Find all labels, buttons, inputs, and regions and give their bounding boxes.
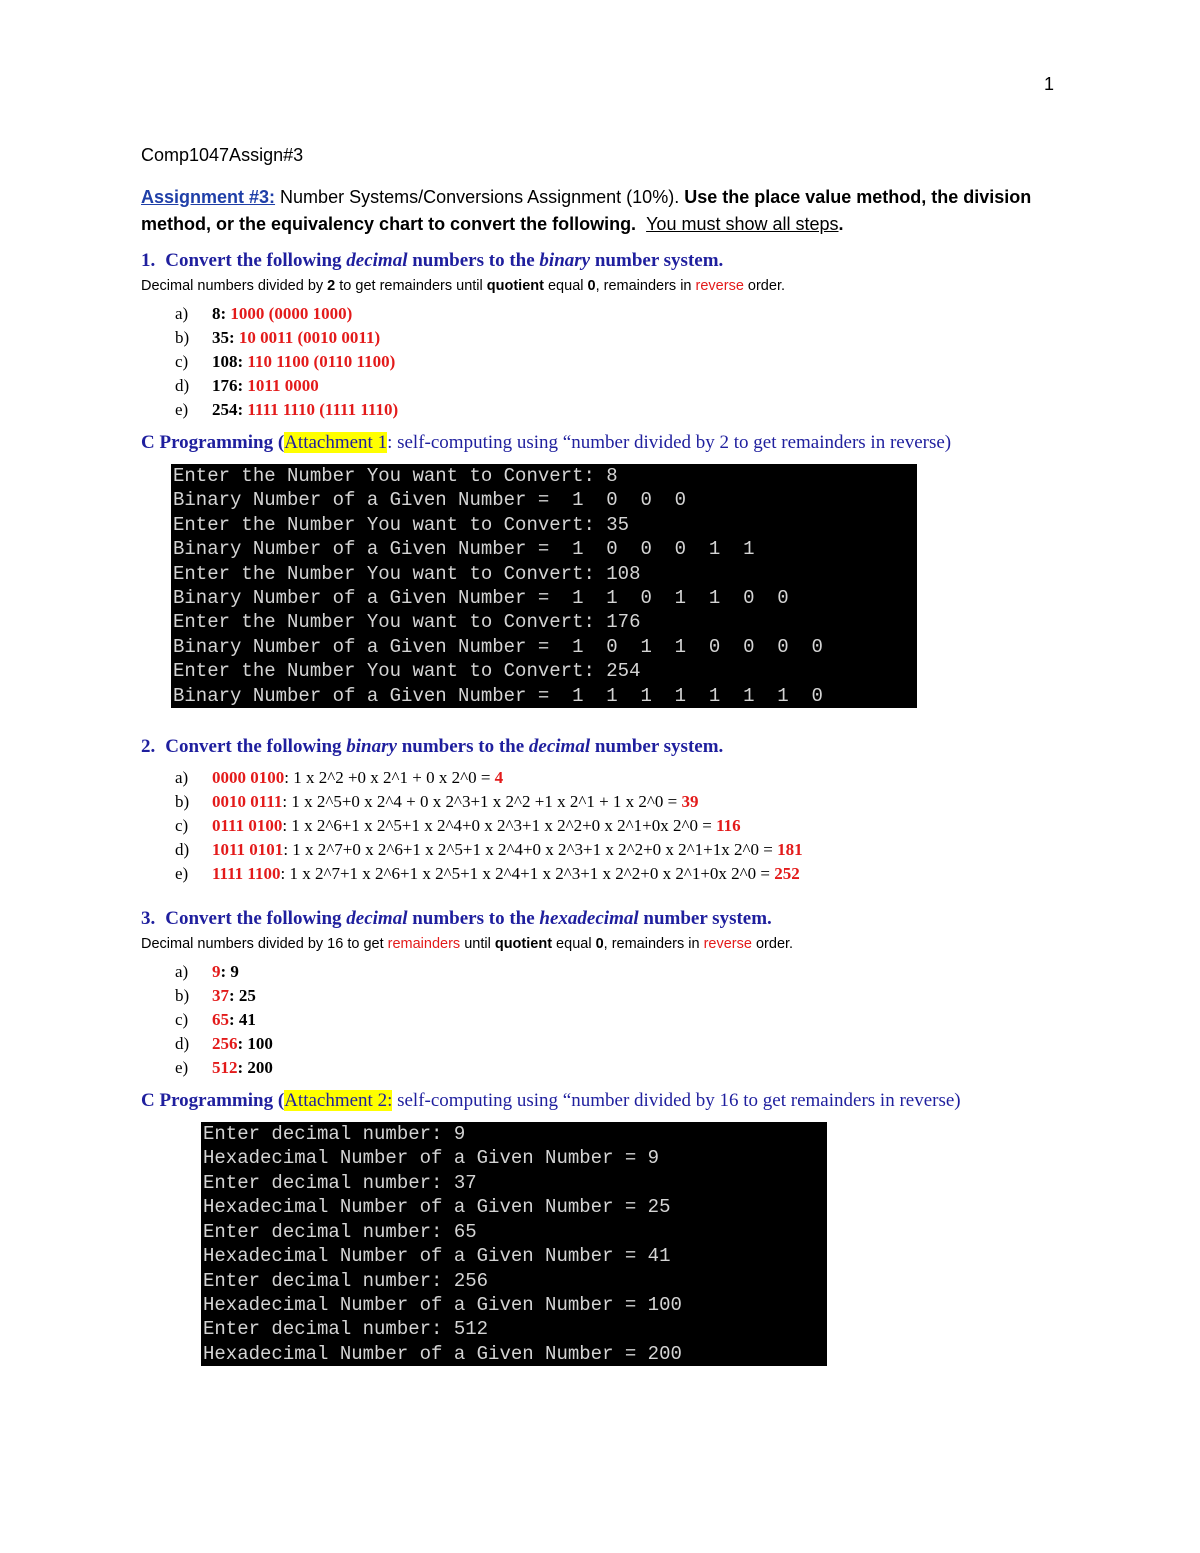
heading-emph: decimal <box>346 908 408 930</box>
console-line: Binary Number of a Given Number = 1 0 0 0 1 1 <box>173 538 755 561</box>
note-text: order. <box>743 278 785 294</box>
item-answer: : 200 <box>237 1058 273 1078</box>
prog-text: : self-computing using “number divided by 2 to get remainders in reverse) <box>387 432 952 453</box>
section-3-note <box>141 936 1041 952</box>
item-letter: b) <box>175 328 190 347</box>
heading-text: numbers to the <box>407 908 540 930</box>
item-value: 8: <box>212 304 227 323</box>
item-answer: 110 1100 (0110 1100) <box>247 352 396 371</box>
list-item <box>175 350 1041 374</box>
assignment-label: Assignment #3: <box>141 187 276 207</box>
item-result: 252 <box>774 864 800 884</box>
section-3-list <box>141 960 1041 1080</box>
prog-text: self-computing using “number divided by 16 to get remainders in reverse) <box>392 1090 961 1112</box>
item-result: 4 <box>494 768 504 788</box>
list-item <box>175 960 1041 984</box>
heading-text: numbers to the <box>407 250 540 271</box>
note-text: 0 <box>595 936 604 953</box>
item-value: 108: <box>212 352 244 371</box>
note-text: equal <box>543 278 588 294</box>
heading-text: Convert the following <box>165 736 347 758</box>
heading-emph: binary <box>346 736 397 758</box>
item-value: 176: <box>212 376 244 395</box>
item-value: 35: <box>212 328 235 347</box>
item-value: 256 <box>212 1034 238 1054</box>
list-item <box>175 1008 1041 1032</box>
list-item <box>175 1056 1041 1080</box>
list-item <box>175 374 1041 398</box>
item-letter: a) <box>175 304 189 323</box>
item-letter: d) <box>175 376 190 395</box>
item-letter: a) <box>175 768 189 788</box>
console-line: Hexadecimal Number of a Given Number = 41 <box>203 1245 671 1268</box>
section-number: 3. <box>141 908 156 930</box>
section-2-list <box>141 766 1041 886</box>
heading-emph: hexadecimal <box>539 908 639 930</box>
heading-text: numbers to the <box>396 736 529 758</box>
section-number: 2. <box>141 736 156 758</box>
item-result: 116 <box>716 816 741 836</box>
item-letter: b) <box>175 986 190 1006</box>
item-letter: c) <box>175 352 189 371</box>
item-letter: b) <box>175 792 190 812</box>
assignment-intro <box>141 184 1041 238</box>
item-calc: : 1 x 2^7+1 x 2^6+1 x 2^5+1 x 2^4+1 x 2^3+1 x 2^2+0 x 2^1+0x 2^0 = <box>280 864 775 884</box>
list-item <box>175 302 1041 326</box>
note-text: remainders <box>387 936 461 953</box>
item-answer: 1111 1110 (1111 1110) <box>247 400 399 419</box>
heading-emph: binary <box>539 250 591 271</box>
item-value: 512 <box>212 1058 238 1078</box>
prog-label: C Programming ( <box>141 432 285 453</box>
item-letter: d) <box>175 1034 190 1054</box>
console-line: Enter the Number You want to Convert: 35 <box>173 513 630 536</box>
item-letter: a) <box>175 962 189 982</box>
list-item <box>175 814 1041 838</box>
item-result: 181 <box>777 840 803 860</box>
console-line: Hexadecimal Number of a Given Number = 9 <box>203 1147 660 1170</box>
item-letter: c) <box>175 816 189 836</box>
note-text: quotient <box>494 936 553 953</box>
console-line: Binary Number of a Given Number = 1 1 0 1 1 0 0 <box>173 587 789 610</box>
item-value: 65 <box>212 1010 229 1030</box>
item-value: 0000 0100 <box>212 768 285 788</box>
item-calc: : 1 x 2^2 +0 x 2^1 + 0 x 2^0 = <box>284 768 495 788</box>
section-1-list <box>141 302 1041 422</box>
console-line: Binary Number of a Given Number = 1 1 1 1 1 1 1 0 <box>173 684 823 707</box>
item-value: 37 <box>212 986 229 1006</box>
item-value: 0111 0100 <box>212 816 283 836</box>
item-letter: e) <box>175 864 189 884</box>
list-item <box>175 984 1041 1008</box>
attachment-highlight: Attachment 2: <box>284 1090 393 1112</box>
heading-emph: decimal <box>528 736 591 758</box>
intro-instructions: Use the place value method, the division method, or the equivalency chart to convert the following. <box>141 187 1032 234</box>
heading-emph: decimal <box>346 250 408 271</box>
console-line: Binary Number of a Given Number = 1 0 0 0 <box>173 489 687 512</box>
programming-note-2 <box>141 1090 1041 1112</box>
note-text: Decimal numbers divided by <box>141 278 328 294</box>
intro-regular: Number Systems/Conversions Assignment (10%). <box>275 187 685 207</box>
console-line: Hexadecimal Number of a Given Number = 100 <box>203 1293 682 1316</box>
list-item <box>175 326 1041 350</box>
section-1-note <box>141 278 1041 294</box>
note-text: Decimal numbers divided by 16 to get <box>141 936 388 953</box>
console-line: Enter decimal number: 37 <box>203 1171 477 1194</box>
section-3-heading <box>141 908 1041 930</box>
item-answer: : 100 <box>237 1034 273 1054</box>
item-answer: : 25 <box>229 986 256 1006</box>
item-calc: : 1 x 2^5+0 x 2^4 + 0 x 2^3+1 x 2^2 +1 x 2^1 + 1 x 2^0 = <box>282 792 682 812</box>
heading-text: number system. <box>638 908 772 930</box>
item-answer: 1000 (0000 1000) <box>230 304 353 323</box>
console-line: Enter the Number You want to Convert: 254 <box>173 660 641 683</box>
console-output-binary <box>171 464 917 708</box>
item-value: 1111 1100 <box>212 864 281 884</box>
item-letter: d) <box>175 840 190 860</box>
heading-text: number system. <box>590 736 724 758</box>
heading-text: Convert the following <box>165 908 347 930</box>
item-result: 39 <box>681 792 699 812</box>
item-value: 1011 0101 <box>212 840 284 860</box>
console-line: Enter the Number You want to Convert: 8 <box>173 465 618 487</box>
note-text: reverse <box>695 278 744 294</box>
console-line: Binary Number of a Given Number = 1 0 1 1 0 0 0 0 <box>173 635 823 658</box>
list-item <box>175 838 1041 862</box>
section-2-heading <box>141 736 1041 758</box>
item-answer: : 41 <box>229 1010 256 1030</box>
note-text: , remainders in <box>603 936 704 953</box>
list-item <box>175 398 1041 422</box>
console-line: Hexadecimal Number of a Given Number = 200 <box>203 1342 682 1365</box>
console-line: Enter the Number You want to Convert: 176 <box>173 611 641 634</box>
item-answer: 10 0011 (0010 0011) <box>238 328 381 347</box>
item-value: 9 <box>212 962 221 982</box>
heading-text: number system. <box>590 250 724 271</box>
prog-label: C Programming ( <box>141 1090 285 1112</box>
programming-note-1 <box>141 432 1041 454</box>
heading-text: Convert the following <box>165 250 347 271</box>
document-title: Comp1047Assign#3 <box>141 145 304 165</box>
console-line: Enter decimal number: 65 <box>203 1220 477 1243</box>
item-value: 254: <box>212 400 244 419</box>
document-body <box>141 145 1041 1366</box>
item-letter: e) <box>175 400 189 419</box>
list-item <box>175 1032 1041 1056</box>
note-text: reverse <box>703 936 752 953</box>
note-text: 0 <box>587 278 596 294</box>
page-number: 1 <box>1044 74 1055 94</box>
console-line: Enter decimal number: 512 <box>203 1318 489 1341</box>
list-item <box>175 766 1041 790</box>
list-item <box>175 790 1041 814</box>
item-value: 0010 0111 <box>212 792 283 812</box>
note-text: order. <box>751 936 794 953</box>
item-answer: 1011 0000 <box>247 376 319 395</box>
section-number: 1. <box>141 250 156 271</box>
section-1-heading <box>141 250 1041 272</box>
item-answer: : 9 <box>220 962 239 982</box>
note-text: until <box>460 936 495 953</box>
console-line: Enter decimal number: 9 <box>203 1123 466 1146</box>
item-calc: : 1 x 2^7+0 x 2^6+1 x 2^5+1 x 2^4+0 x 2^3+1 x 2^2+0 x 2^1+1x 2^0 = <box>283 840 778 860</box>
note-text: equal <box>552 936 596 953</box>
attachment-highlight: Attachment 1 <box>284 432 388 453</box>
console-output-hex <box>201 1122 827 1366</box>
note-text: to get remainders until <box>335 278 487 294</box>
note-text: 2 <box>327 278 336 294</box>
list-item <box>175 862 1041 886</box>
console-line: Enter the Number You want to Convert: 108 <box>173 562 641 585</box>
item-letter: e) <box>175 1058 189 1078</box>
note-text: quotient <box>486 278 544 294</box>
console-line: Hexadecimal Number of a Given Number = 25 <box>203 1196 671 1219</box>
console-line: Enter decimal number: 256 <box>203 1269 489 1292</box>
item-letter: c) <box>175 1010 189 1030</box>
item-calc: : 1 x 2^6+1 x 2^5+1 x 2^4+0 x 2^3+1 x 2^2+0 x 2^1+0x 2^0 = <box>282 816 717 836</box>
note-text: , remainders in <box>595 278 696 294</box>
intro-show-steps: You must show all steps <box>646 214 839 234</box>
intro-end: . <box>838 214 844 234</box>
